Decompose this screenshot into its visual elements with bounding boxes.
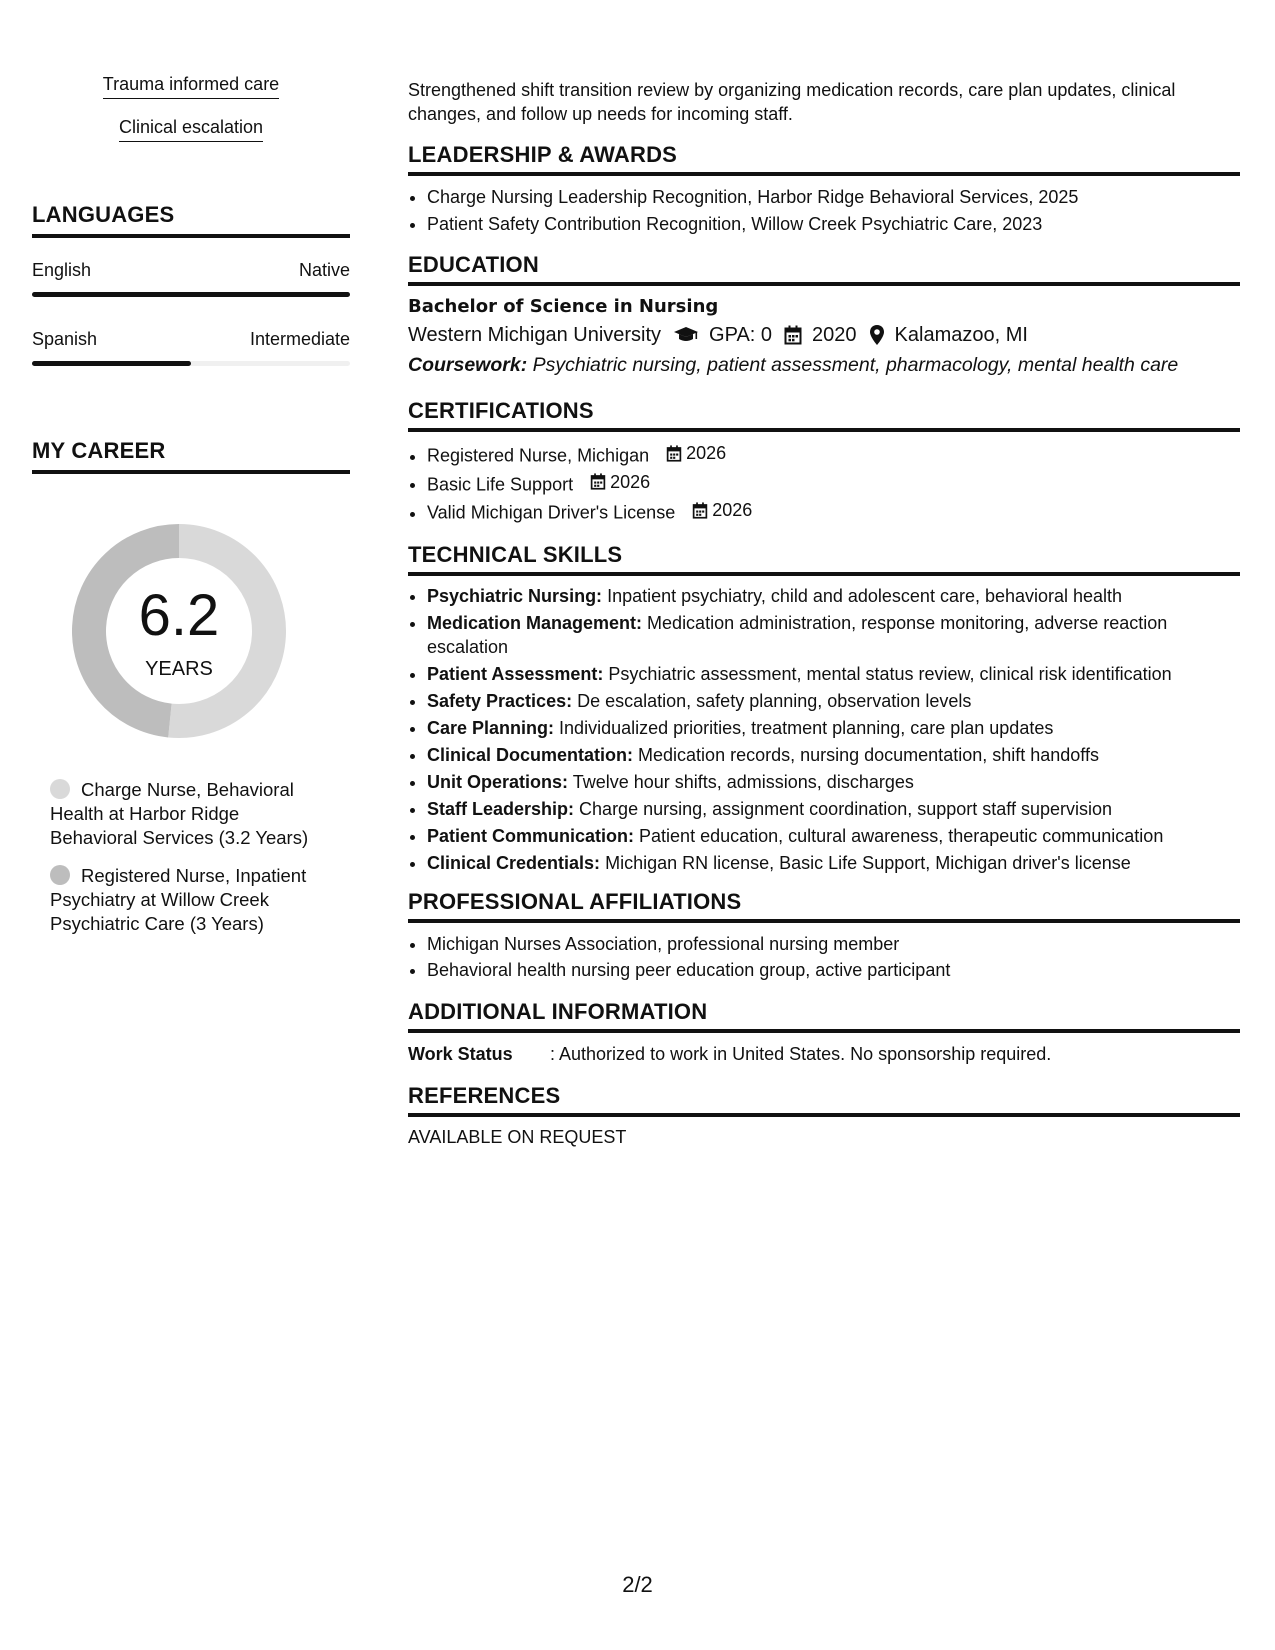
certifications-list: [408, 440, 1240, 526]
language-proficiency-bar: [32, 361, 350, 366]
legend-dot-icon: [50, 865, 70, 885]
experience-continuation-text: Strengthened shift transition review by organizing medication records, care plan updates, clinical changes, and follow up needs for incoming staff.: [408, 80, 1176, 124]
calendar-icon: [784, 325, 802, 345]
list-item: [427, 584, 1240, 608]
skill-text: Medication administration, response monitoring, adverse reaction escalation: [427, 612, 1168, 657]
list-item: [427, 469, 1240, 498]
gpa-text: GPA: 0: [709, 324, 773, 346]
languages-heading: LANGUAGES: [32, 202, 350, 238]
skill-text: Michigan RN license, Basic Life Support, Michigan driver's license: [605, 852, 1131, 873]
skill-label: Patient Assessment:: [427, 663, 604, 684]
skill-text: Individualized priorities, treatment planning, care plan updates: [559, 717, 1054, 738]
work-status-value: : Authorized to work in United States. No sponsorship required.: [550, 1043, 1052, 1064]
education-details: [408, 320, 1240, 350]
list-item: [427, 851, 1240, 875]
career-role-text: Registered Nurse, Inpatient Psychiatry at Willow Creek Psychiatric Care (3 Years): [50, 865, 307, 934]
school-name: Western Michigan University: [408, 324, 662, 346]
coursework-line: [408, 350, 1240, 380]
leadership-list: [408, 184, 1240, 238]
skill-label: Care Planning:: [427, 717, 555, 738]
certification-year: 2026: [610, 471, 651, 492]
language-name: English: [32, 260, 92, 280]
list-item: [427, 440, 1240, 469]
skill-label: Unit Operations:: [427, 771, 569, 792]
list-item: • Charge Nursing Leadership Recognition, Harbor Ridge Behavioral Services, 2025: [427, 184, 1240, 211]
skill-tag: Trauma informed care: [103, 72, 279, 99]
skill-text: De escalation, safety planning, observation levels: [577, 690, 972, 711]
leadership-heading: LEADERSHIP & AWARDS: [408, 142, 1240, 176]
list-item: [427, 497, 1240, 526]
list-item: [427, 662, 1240, 686]
certifications-heading: CERTIFICATIONS: [408, 398, 1240, 432]
list-item: [427, 797, 1240, 821]
list-item: [427, 824, 1240, 848]
technical-skills-heading: TECHNICAL SKILLS: [408, 542, 1240, 576]
graduation-year: 2020: [812, 324, 857, 346]
work-status-label: Work Status: [408, 1043, 513, 1064]
certification-year: 2026: [686, 443, 727, 463]
language-proficiency-fill: [32, 361, 191, 366]
main-column: [408, 78, 1240, 1149]
skill-label: Safety Practices:: [427, 690, 573, 711]
career-role-text: Charge Nurse, Behavioral Health at Harbor Ridge Behavioral Services (3.2 Years): [50, 779, 309, 848]
skill-text: Medication records, nursing documentation, shift handoffs: [638, 744, 1099, 765]
list-item: [427, 689, 1240, 713]
graduation-cap-icon: [673, 326, 699, 344]
location-pin-icon: [869, 324, 885, 346]
sidebar: [32, 72, 350, 950]
list-item: [427, 611, 1240, 659]
language-item: [32, 327, 350, 366]
affiliations-list: [408, 931, 1240, 983]
degree-title: Bachelor of Science in Nursing: [408, 296, 719, 317]
list-item: • Michigan Nurses Association, professional nursing member: [427, 931, 1240, 957]
list-item: • Behavioral health nursing peer education group, active participant: [427, 957, 1240, 983]
language-name: Spanish: [32, 329, 98, 349]
skill-text: Patient education, cultural awareness, therapeutic communication: [639, 825, 1164, 846]
list-item: [427, 716, 1240, 740]
certification-name: Registered Nurse, Michigan: [427, 445, 650, 466]
affiliations-heading: PROFESSIONAL AFFILIATIONS: [408, 889, 1240, 923]
skill-tag-list: [32, 72, 350, 158]
education-heading: EDUCATION: [408, 252, 1240, 286]
work-status-row: [408, 1041, 1240, 1067]
career-total-value: 6.2: [138, 583, 220, 648]
language-level: Intermediate: [249, 329, 350, 349]
language-proficiency-bar: [32, 292, 350, 297]
skill-label: Clinical Documentation:: [427, 744, 634, 765]
career-legend: [32, 778, 350, 936]
additional-info-heading: ADDITIONAL INFORMATION: [408, 999, 1240, 1033]
coursework-label: Coursework:: [408, 354, 528, 376]
list-item: [427, 743, 1240, 767]
language-level: Native: [298, 260, 350, 280]
skill-text: Psychiatric assessment, mental status review, clinical risk identification: [608, 663, 1172, 684]
certification-name: Valid Michigan Driver's License: [427, 502, 676, 523]
list-item: • Patient Safety Contribution Recognition, Willow Creek Psychiatric Care, 2023: [427, 211, 1240, 238]
language-proficiency-fill: [32, 292, 350, 297]
skill-label: Clinical Credentials:: [427, 852, 601, 873]
list-item: [427, 770, 1240, 794]
coursework-text: Psychiatric nursing, patient assessment, pharmacology, mental health care: [532, 354, 1179, 376]
career-donut-chart: [66, 518, 292, 744]
technical-skills-list: [408, 584, 1240, 875]
calendar-icon: [666, 445, 682, 462]
legend-dot-icon: [50, 779, 70, 799]
skill-text: Inpatient psychiatry, child and adolescent care, behavioral health: [607, 585, 1123, 606]
career-heading: MY CAREER: [32, 438, 350, 474]
certification-year: 2026: [712, 500, 753, 520]
calendar-icon: [590, 473, 606, 490]
references-heading: REFERENCES: [408, 1083, 1240, 1117]
page-number: 2/2: [622, 1572, 653, 1597]
skill-label: Medication Management:: [427, 612, 643, 633]
career-legend-item: [50, 864, 312, 936]
skill-text: Twelve hour shifts, admissions, discharges: [572, 771, 914, 792]
certification-name: Basic Life Support: [427, 474, 574, 494]
skill-label: Psychiatric Nursing:: [427, 585, 603, 606]
skill-tag: Clinical escalation: [119, 115, 263, 142]
calendar-icon: [692, 502, 708, 519]
career-legend-item: [50, 778, 312, 850]
skill-text: Charge nursing, assignment coordination, support staff supervision: [579, 798, 1113, 819]
skill-label: Patient Communication:: [427, 825, 635, 846]
language-item: [32, 258, 350, 297]
references-text: AVAILABLE ON REQUEST: [408, 1126, 627, 1147]
school-location: Kalamazoo, MI: [894, 324, 1028, 346]
skill-label: Staff Leadership:: [427, 798, 575, 819]
career-total-unit: YEARS: [145, 658, 213, 680]
